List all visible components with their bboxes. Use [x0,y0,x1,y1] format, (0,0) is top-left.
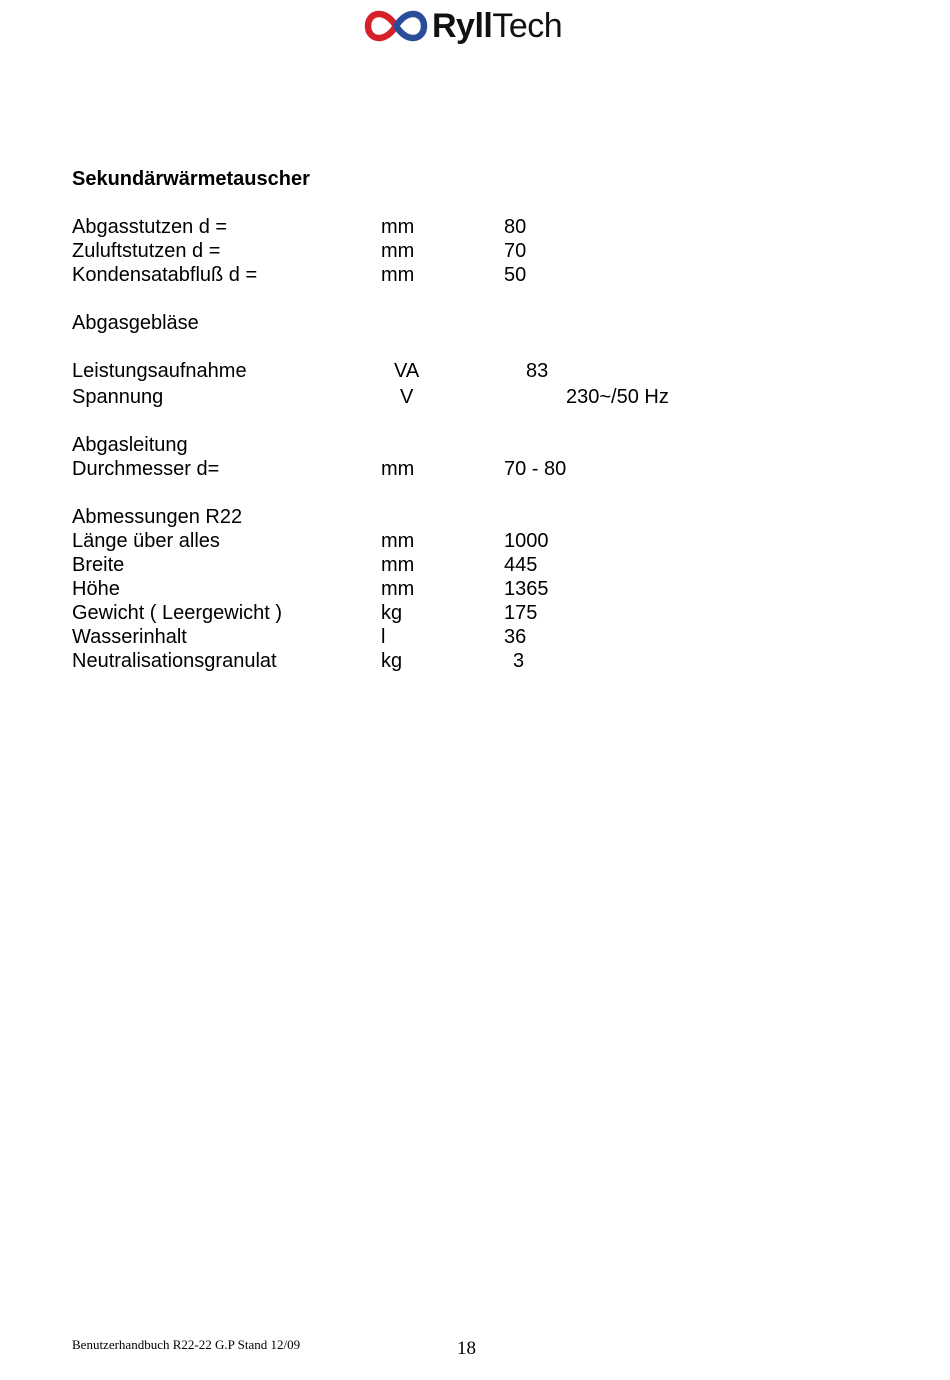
spec-row [0,529,950,553]
subsection-row [0,311,950,335]
subsection-row [0,505,950,529]
spec-row [0,359,950,383]
spec-label: Kondensatabfluß d = [72,264,258,286]
spec-unit: l [381,626,386,648]
spec-label: Spannung [72,386,164,408]
spec-unit: mm [381,264,415,286]
spec-unit: mm [381,216,415,238]
infinity-logo-icon [364,9,428,43]
page-number: 18 [457,1338,476,1359]
spec-row [0,385,950,409]
spec-label: Zuluftstutzen d = [72,240,221,262]
spec-row [0,649,950,673]
spec-unit: mm [381,530,415,552]
spec-label: Durchmesser d= [72,458,220,480]
spec-label: Leistungsaufnahme [72,360,247,382]
spec-unit: mm [381,578,415,600]
spec-unit: V [400,386,414,408]
spec-label: Gewicht ( Leergewicht ) [72,602,283,624]
spec-unit: mm [381,458,415,480]
spec-value: 1000 [504,530,549,552]
spec-row [0,625,950,649]
spec-label: Breite [72,554,125,576]
spec-value: 36 [504,626,527,648]
spec-value: 175 [504,602,538,624]
logo-text-bold: Ryll [432,7,493,45]
spec-value: 70 [504,240,527,262]
spec-label: Neutralisationsgranulat [72,650,277,672]
spec-value: 83 [526,360,549,382]
ryll-tech-logo [364,6,562,46]
logo-text-light: Tech [492,7,563,45]
spec-label: Wasserinhalt [72,626,187,648]
spec-value: 230~/50 Hz [566,386,669,408]
subsection-label: Abgasgebläse [72,312,199,334]
section-heading: Sekundärwärmetauscher [72,168,310,190]
spec-row [0,239,950,263]
footer-document-title: Benutzerhandbuch R22-22 G.P Stand 12/09 [72,1337,301,1352]
spec-value: 50 [504,264,527,286]
spec-unit: kg [381,650,403,672]
spec-row [0,263,950,287]
spec-row [0,601,950,625]
spec-value: 1365 [504,578,549,600]
spec-unit: mm [381,554,415,576]
spec-unit: VA [394,360,420,382]
subsection-label: Abgasleitung [72,434,188,456]
spec-value: 80 [504,216,527,238]
spec-unit: kg [381,602,403,624]
spec-value: 445 [504,554,538,576]
spec-label: Abgasstutzen d = [72,216,228,238]
spec-label: Höhe [72,578,120,600]
logo-wordmark [432,6,562,46]
spec-row [0,457,950,481]
subsection-row [0,433,950,457]
spec-unit: mm [381,240,415,262]
spec-value: 3 [513,650,525,672]
spec-value: 70 - 80 [504,458,567,480]
spec-row [0,577,950,601]
spec-row [0,553,950,577]
subsection-label: Abmessungen R22 [72,506,243,528]
spec-label: Länge über alles [72,530,220,552]
spec-row [0,215,950,239]
